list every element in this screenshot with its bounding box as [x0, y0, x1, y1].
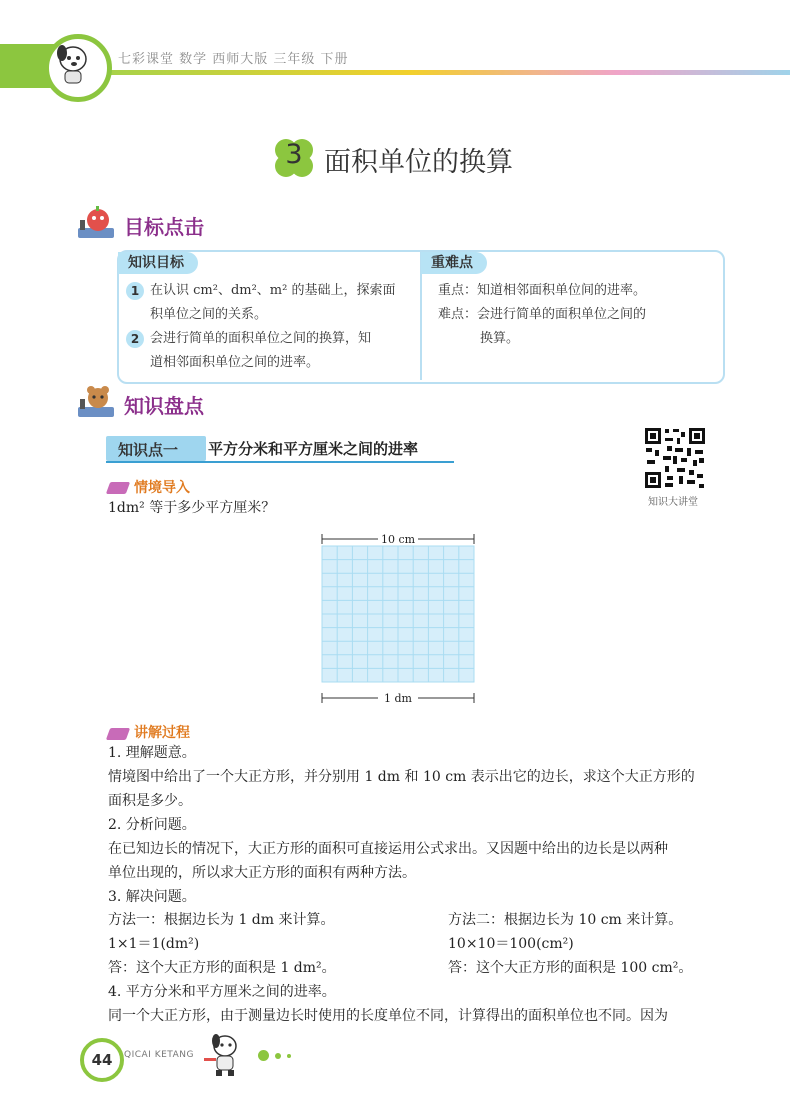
step1-line1: 情境图中给出了一个大正方形，并分别用 1 dm 和 10 cm 表示出它的边长，求这个大正方形的: [108, 769, 695, 785]
objective-1-line2: 积单位之间的关系。: [150, 307, 268, 322]
method1-calc: 1×1＝1(dm²): [108, 936, 200, 952]
chapter-number: 3: [285, 139, 303, 170]
scenario-heading: 情境导入: [134, 480, 190, 496]
knowledge-point-title: 平方分米和平方厘米之间的进率: [208, 440, 419, 458]
method2-calc: 10×10＝100(cm²): [448, 936, 574, 952]
knowledge-point-label: 知识点一: [118, 441, 179, 459]
header-text: 七彩课堂 数学 西师大版 三年级 下册: [118, 52, 349, 67]
pencil-tag-icon: [106, 728, 130, 740]
step4-title: 4. 平方分米和平方厘米之间的进率。: [108, 984, 336, 1000]
footer-dot-large: [258, 1050, 269, 1061]
difficult-point-line1: 难点：会进行简单的面积单位之间的: [438, 307, 647, 322]
step1-line2: 面积是多少。: [108, 793, 192, 809]
page-number: 44: [80, 1038, 124, 1082]
method2-title: 方法二：根据边长为 10 cm 来计算。: [448, 912, 683, 928]
mascot-logo: [44, 34, 112, 102]
objective-2-line1: 会进行简单的面积单位之间的换算，知: [150, 331, 372, 346]
page-title: 面积单位的换算: [324, 147, 513, 178]
objective-number: 1: [126, 282, 144, 300]
qr-caption: 知识大讲堂: [648, 497, 698, 508]
tag-key-points: 重难点: [421, 252, 487, 274]
qr-code-icon[interactable]: [643, 426, 707, 490]
step1-title: 1. 理解题意。: [108, 745, 196, 761]
method1-answer: 答：这个大正方形的面积是 1 dm²。: [108, 960, 336, 976]
bottom-dimension-label: 1 dm: [384, 692, 412, 705]
pencil-tag-icon: [106, 482, 130, 494]
footer-brand: QICAI KETANG: [124, 1050, 194, 1060]
step2-title: 2. 分析问题。: [108, 817, 196, 833]
footer-mascot-icon: [200, 1030, 250, 1080]
teacher-apple-icon: [76, 206, 116, 240]
step3-title: 3. 解决问题。: [108, 889, 196, 905]
key-point-text: 重点：知道相邻面积单位间的进率。: [438, 283, 647, 298]
method2-answer: 答：这个大正方形的面积是 100 cm²。: [448, 960, 693, 976]
step4-line1: 同一个大正方形，由于测量边长时使用的长度单位不同，计算得出的面积单位也不同。因为: [108, 1008, 668, 1024]
top-dimension-label: 10 cm: [380, 533, 416, 546]
step2-line2: 单位出现的，所以求大正方形的面积有两种方法。: [108, 865, 416, 881]
objective-2-line2: 道相邻面积单位之间的进率。: [150, 355, 320, 370]
footer-dot-small: [287, 1054, 291, 1058]
objective-number: 2: [126, 330, 144, 348]
explanation-heading: 讲解过程: [134, 725, 190, 741]
header-stripe: [100, 70, 790, 75]
method1-title: 方法一：根据边长为 1 dm 来计算。: [108, 912, 335, 928]
difficult-point-line2: 换算。: [480, 331, 520, 346]
dog-mascot-icon: [49, 39, 97, 87]
knowledge-point-underline: [106, 461, 454, 463]
scenario-question: 1dm² 等于多少平方厘米？: [108, 500, 276, 516]
footer-dot-medium: [275, 1053, 281, 1059]
step2-line1: 在已知边长的情况下，大正方形的面积可直接运用公式求出。又因题中给出的边长是以两种: [108, 841, 668, 857]
square-grid-figure: [318, 530, 482, 712]
objective-1-line1: 在认识 cm²、dm²、m² 的基础上，探索面: [150, 283, 396, 298]
tag-knowledge-goals: 知识目标: [118, 252, 198, 274]
teacher-bear-icon: [76, 385, 116, 419]
section-title-goals: 目标点击: [124, 215, 204, 239]
section-title-review: 知识盘点: [124, 394, 204, 418]
